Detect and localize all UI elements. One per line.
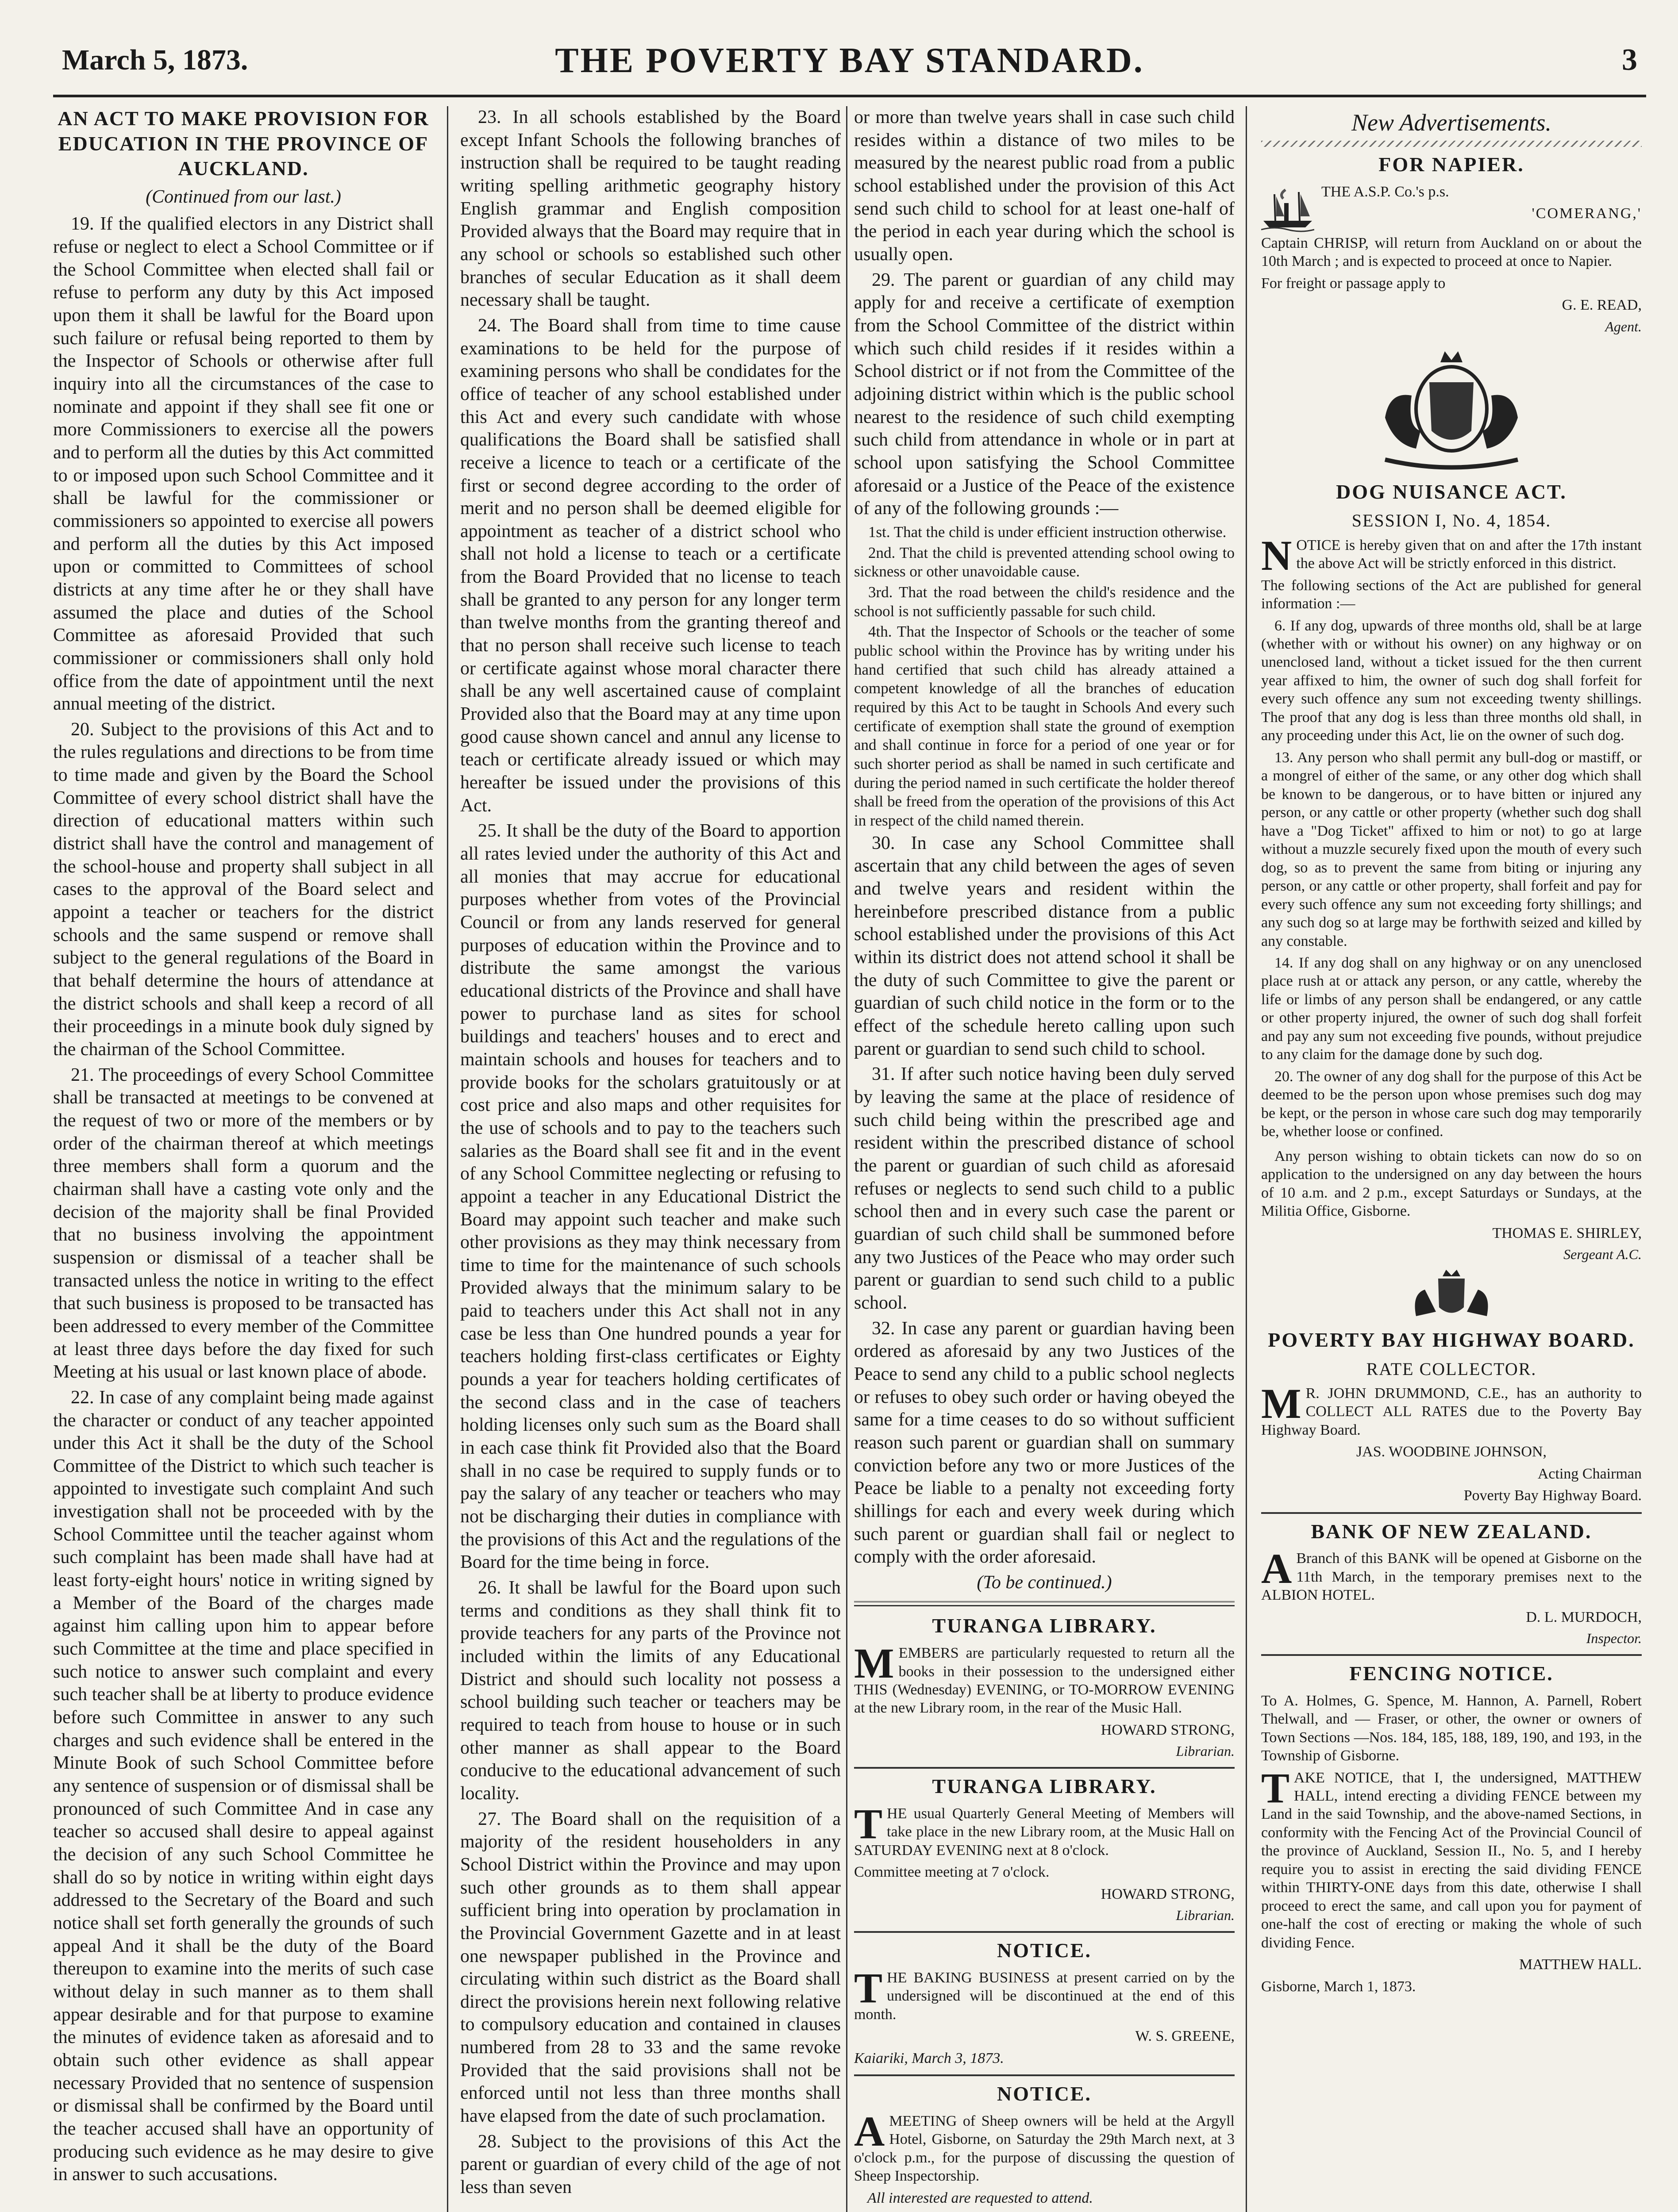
library2-body2: Committee meeting at 7 o'clock.: [854, 1864, 1050, 1881]
dog-act-notice: [1261, 531, 1642, 1263]
napier-signature: G. E. READ,: [1562, 297, 1642, 314]
dog-act-closing: Any person wishing to obtain tickets can now do so on application to the undersigned on any day between the hours of 10 a.m. and 2 p.m., except Saturdays or Sundays, at the Militia Office, Gisborne.: [1261, 1148, 1642, 1220]
baking-notice-heading: NOTICE.: [997, 1939, 1092, 1962]
highway-board-body: MR. JOHN DRUMMOND, C.E., has an authority to COLLECT ALL RATES due to the Poverty Bay Highway Board.: [1261, 1379, 1642, 1438]
sheep-notice: [854, 2107, 1235, 2207]
library2-heading: TURANGA LIBRARY.: [932, 1775, 1157, 1798]
bank-body: ABranch of this BANK will be opened at Gisborne on the 11th March, in the temporary premises next to the ALBION HOTEL.: [1261, 1545, 1642, 1604]
library1-signature: HOWARD STRONG,: [1101, 1721, 1235, 1738]
section-divider: [854, 2074, 1235, 2076]
act-section-23: 23. In all schools established by the Board except Infant Schools the following branches of instruction shall be required to be taught reading writing spelling arithmetic geography history English grammar and English composition Provided always that the Board may require that in any school or schools so established such other branches of secular Education as it shall deem necessary shall be taught.: [460, 107, 841, 311]
ground-item: 4th. That the Inspector of Schools or the teacher of some public school within the Province has by writing under his hand certified that such child has already attained a competent knowledge of all the branches of education required by this Act to be taught in Schools And every such certificate of exemption shall state the ground of exemption and shall continue in force for a period of one year or for such shorter period as shall be named in such certificate and during the period named in such certificate the holder thereof shall be freed from the operation of the provisions of this Act in respect of the child named therein.: [854, 623, 1235, 830]
act-section-31: 31. If after such notice having been duly served by leaving the same at the place of residence of such child being within the prescribed age and resident within the prescribed distance of school the parent or guardian of such child as aforesaid refuses or neglects to send such child to a public school then and in every such case the parent or guardian of such child shall be summoned before any two Justices of the Peace who may order such parent or guardian to send such child to a public school.: [854, 1064, 1235, 1313]
library2-role: Librarian.: [1176, 1907, 1235, 1924]
royal-coat-of-arms-icon: [1359, 342, 1544, 475]
act-section-26: 26. It shall be lawful for the Board upon such terms and conditions as they shall think fit to provide teachers for any parts of the Province not included within the limits of any Educational District and should such locality not possess a school building such teacher or teachers may be required to teach from house to house or in such other manner as shall appear to the Board conducive to the educational advancement of such locality.: [460, 1578, 841, 1804]
highway-board-sub: RATE COLLECTOR.: [1366, 1359, 1537, 1379]
section-divider: [854, 1931, 1235, 1933]
section-divider: [854, 1601, 1235, 1606]
library2-body: THE usual Quarterly General Meeting of Members will take place in the new Library room, at the Music Hall on SATURDAY EVENING next at 8 o'clock.: [854, 1800, 1235, 1859]
issue-date: March 5, 1873.: [62, 44, 248, 76]
sheep-notice-heading: NOTICE.: [997, 2082, 1092, 2105]
act-section-32: 32. In case any parent or guardian having been ordered as aforesaid by any two Justices of the Peace to send any child to a public school neglects or refuses to obey such order or having obeyed the same for a time ceases to do so without sufficient reason such parent or guardian shall on summary conviction before any two or more Justices of the Peace be liable to a penalty not exceeding forty shillings for each and every week during which such parent or guardian shall fail or neglect to comply with the order aforesaid.: [854, 1318, 1235, 1567]
ground-item: 3rd. That the road between the child's residence and the school is not sufficiently passable for such child.: [854, 583, 1235, 620]
section-divider: [854, 1767, 1235, 1769]
dog-act-signature: THOMAS E. SHIRLEY,: [1492, 1225, 1642, 1241]
section-divider: [1261, 1512, 1642, 1514]
fencing-date: Gisborne, March 1, 1873.: [1261, 1978, 1416, 1995]
highway-board-role: Acting Chairman: [1537, 1465, 1642, 1482]
act-section-28: 28. Subject to the provisions of this Act the parent or guardian of every child of the age of not less than seven: [460, 2131, 841, 2198]
library2-signature: HOWARD STRONG,: [1101, 1886, 1235, 1902]
column-3: [854, 106, 1235, 2212]
masthead-rule: [53, 95, 1646, 97]
to-be-continued: (To be continued.): [977, 1572, 1112, 1593]
act-section-27: 27. The Board shall on the requisition of a majority of the resident householders in any School District within the Province and may upon such other grounds as to them shall appear sufficient bring into operation by proclamation in the Provincial Government Gazette and in at least one newspaper published in the Province and circulating within such district as the Board shall direct the provisions herein next following relative to compulsory education and contained in clauses numbered from 28 to 33 and the same revoke Provided that the said provisions shall not be enforced until not less than three months shall have elapsed from the date of such proclamation.: [460, 1809, 841, 2127]
dog-act-session: SESSION I, No. 4, 1854.: [1351, 511, 1551, 531]
column-rule: [846, 106, 847, 2212]
dog-act-section: 6. If any dog, upwards of three months old, shall be at large (whether with or without his owner) on any highway or on unenclosed land, without a ticket issued for the then current year affixed to him, the owner of such dog shall forfeit for every such offence any sum not exceeding twenty shillings. The proof that any dog is less than three months old shall, in any proceeding under this Act, lie on the owner of such dog.: [1261, 617, 1642, 744]
act-section-24: 24. The Board shall from time to time cause examinations to be held for the purpose of examining persons who shall be condidates for the office of teacher of any school established under this Act and every such candidate with whose qualifications the Board shall be satisfied shall receive a licence to teach or a certificate of the first or second degree according to the order of merit and no person shall be deemed eligible for appointment as teacher of a district school who shall not hold a license to teach or a certificate from the Board Provided that no license to teach shall be granted to any person for any longer term than twelve months from the granting thereof and that no person shall receive such license to teach or certificate against whose moral character there shall be any well ascertained cause of complaint Provided also that the Board may at any time upon good cause shown cancel and annul any license to teach or certificate already issued or which may hereafter be issued under the provisions of this Act.: [460, 315, 841, 816]
baking-notice-date: Kaiariki, March 3, 1873.: [854, 2050, 1004, 2066]
dog-act-heading: DOG NUISANCE ACT.: [1336, 480, 1567, 503]
napier-heading: FOR NAPIER.: [1378, 153, 1524, 176]
baking-notice-body: THE BAKING BUSINESS at present carried on by the undersigned will be discontinued at the end of this month.: [854, 1964, 1235, 2023]
new-advertisements-heading: New Advertisements.: [1351, 109, 1551, 136]
napier-ad: [1261, 183, 1642, 335]
napier-role: Agent.: [1605, 318, 1642, 334]
napier-ship-name: 'COMERANG,': [1532, 205, 1642, 222]
library1-heading: TURANGA LIBRARY.: [932, 1614, 1157, 1637]
baking-notice: [854, 1964, 1235, 2067]
highway-board-heading: POVERTY BAY HIGHWAY BOARD.: [1268, 1329, 1635, 1352]
dog-act-section: 13. Any person who shall permit any bull-dog or mastiff, or a mongrel of either of the same, or any other dog which shall be known to be dangerous, or to have bitten or injured any person, or any cattle or other property (whether such dog shall have a "Dog Ticket" affixed to him or not) to go at large without a muzzle securely fixed upon the mouth of every such dog, so as to prevent the same from biting or injuring any person, or any cattle or other property, shall forfeit and pay for every such offence any sum not exceeding forty shillings; and any such dog so at large may be forthwith seized and killed by any constable.: [1261, 749, 1642, 949]
bank-signature: D. L. MURDOCH,: [1526, 1609, 1642, 1625]
napier-intro: THE A.S.P. Co.'s p.s.: [1321, 183, 1449, 200]
column-2: [460, 106, 841, 2212]
exemption-grounds: [854, 523, 1235, 830]
ground-item: 2nd. That the child is prevented attending school owing to sickness or other unavoidable cause.: [854, 544, 1235, 580]
fencing-body: To A. Holmes, G. Spence, M. Hannon, A. Parnell, Robert Thelwall, and — Fraser, or other, the owner or owners of Town Sections —Nos. 184, 185, 188, 189, 190, and 193, in the Township of Gisborne.: [1261, 1692, 1642, 1764]
library2-ad: [854, 1800, 1235, 1924]
page-number: 3: [1622, 43, 1637, 77]
masthead: [62, 35, 1637, 88]
coat-of-arms-icon: [1394, 1267, 1509, 1325]
fencing-heading: FENCING NOTICE.: [1349, 1662, 1554, 1685]
column-rule: [1246, 106, 1247, 2212]
section-divider: [1261, 1654, 1642, 1656]
bank-role: Inspector.: [1586, 1630, 1642, 1647]
act-section-29: 29. The parent or guardian of any child may apply for and receive a certificate of exemption from the School Committee of the district within which such child resides if it resides within a School district or if not from the Committee of the adjoining district within which is the public school nearest to the residence of such child exempting such child from attendance in whole or in part at school upon satisfying the School Committee aforesaid or a Justice of the Peace of the existence of any of the following grounds :—: [854, 269, 1235, 519]
column-1: [53, 106, 434, 2212]
highway-board-signature: JAS. WOODBINE JOHNSON,: [1356, 1444, 1547, 1460]
highway-board-role2: Poverty Bay Highway Board.: [1463, 1487, 1642, 1504]
highway-board-ad: [1261, 1379, 1642, 1505]
sheep-notice-body: AMEETING of Sheep owners will be held at the Argyll Hotel, Gisborne, on Saturday the 29th March next, at 3 o'clock p.m., for the purpose of discussing the question of Sheep Inspectorship.: [854, 2107, 1235, 2185]
fencing-notice: [1261, 1692, 1642, 1996]
act-section-21: 21. The proceedings of every School Committee shall be transacted at meetings to be convened at the request of two or more of the members or by order of the chairman thereof at which meetings three members shall form a quorum and the chairman shall have a casting vote only and the decision of the majority shall be final Provided that no business involving the appointment suspension or dismissal of a teacher shall be transacted unless the notice in writing to the effect that such business is proposed to be transacted has been addressed to every member of the Committee at least three days before the day fixed for such Meeting at his usual or last known place of abode.: [53, 1064, 434, 1382]
column-rule: [447, 106, 448, 2212]
fencing-signature: MATTHEW HALL.: [1519, 1956, 1642, 1973]
library1-role: Librarian.: [1176, 1743, 1235, 1759]
act-title: AN ACT TO MAKE PROVISION FOR EDUCATION IN THE PROVINCE OF AUCKLAND.: [58, 107, 429, 180]
act-section-19: 19. If the qualified electors in any District shall refuse or neglect to elect a School Committee or if the School Committee when elected shall fail or refuse to perform any duty by this Act imposed upon them it shall be lawful for the Board upon such failure or refusal being reported to them by the Inspector of Schools or otherwise after full inquiry into all the circumstances of the case to nominate and appoint if they shall see fit one or more Commissioners to exercise all the powers and to perform all the duties by this Act committed to or imposed upon such School Committee and it shall be lawful for the commissioner or commissioners so appointed to exercise all powers and perform all the duties by this Act imposed upon or committed to Committees of school districts at any time after he or they shall have assumed the place and duties of the School Committee as aforesaid Provided that such commissioner or commissioners shall only hold office from the date of appointment until the next annual meeting of the district.: [53, 214, 434, 714]
library1-ad: [854, 1640, 1235, 1760]
dog-act-intro: NOTICE is hereby given that on and after the 17th instant the above Act will be strictly enforced in this district.: [1261, 531, 1642, 579]
newspaper-title: THE POVERTY BAY STANDARD.: [555, 41, 1144, 80]
act-section-25: 25. It shall be the duty of the Board to apportion all rates levied under the authority of this Act and all monies that may accrue for educational purposes whether from votes of the Provincial Council or from any lands reserved for general purposes of education within the Province and to distribute the same amongst the various educational districts of the Province and shall have power to purchase land as sites for school buildings and teachers' houses and to erect and maintain schools and houses for teachers and to provide books for the scholars gratuitously or at cost price and also maps and other requisites for the use of schools and to pay to the teachers such salaries as the Board shall see fit and in the event of any School Committee neglecting or refusing to appoint a teacher in any Educational District the Board may appoint such teacher and make such other provisions as they may think necessary from time to time for the maintenance of such schools Provided always that the minimum salary to be paid to teachers under this Act shall not in any case be less than One hundred pounds a year for teachers holding first-class certificates or Eighty pounds a year for teachers holding certificates of the second class and in the case of teachers holding licenses only such sum as the Board shall in each case think fit Provided also that the Board shall in no case be required to supply funds or to pay the salary of any teacher or teachers who may not be discharging their duties in compliance with the provisions of this Act and the regulations of the Board for the time being in force.: [460, 821, 841, 1573]
ornamental-rule: [1261, 141, 1642, 147]
act-section-20: 20. Subject to the provisions of this Act and to the rules regulations and directions to be from time to time made and given by the Board the School Committee of every school district shall have the direction of educational matters within such district shall have the control and management of the school-house and property shall subject in all cases to the approval of the Board select and appoint a teacher or teachers for the district schools and the same suspend or remove shall subject to the general regulations of the Board in that behalf determine the hours of attendance at the district schools and shall keep a record of all their proceedings in a minute book duly signed by the chairman of the School Committee.: [53, 719, 434, 1060]
napier-body: Captain CHRISP, will return from Auckland on or about the 10th March ; and is expected to proceed at once to Napier.: [1261, 234, 1642, 270]
act-section-22: 22. In case of any complaint being made against the character or conduct of any teacher appointed under this Act it shall be the duty of the School Committee of the District to which such teacher is appointed to investigate such complaint And such investigation shall not be proceeded with by the School Committee until the teacher against whom such complaint has been made shall have had at least forty-eight hours' notice in writing signed by a Member of the Board of the charges made against him calling upon him to appear before such Committee at the time and place specified in such notice to answer such complaint and every such teacher shall be at liberty to produce evidence before such Committee in answer to any such charges and such evidence shall be entered in the Minute Book of such School Committee before any sentence of suspension or of dismissal shall be pronounced of such Committee And in case any teacher so accused shall desire to appeal against the decision of any such School Committee he shall do so by notice in writing within eight days addressed to the Secretary of the Board and such notice shall set forth generally the grounds of such appeal And it shall be the duty of the Board thereupon to examine into the merits of such case without delay in such manner as to them shall appear desirable and for that purpose to examine the minutes of evidence taken as aforesaid and to obtain such other evidence as shall appear necessary Provided that no sentence of suspension or dismissal shall be confirmed by the Board until the teacher accused shall have an opportunity of producing such evidence as he may desire to give in answer to such accusations.: [53, 1387, 434, 2185]
fencing-body2: TAKE NOTICE, that I, the undersigned, MATTHEW HALL, intend erecting a dividing FENCE between my Land in the said Township, and the above-named Sections, in conformity with the Fencing Act of the Provincial Council of the province of Auckland, Session II., No. 5, and I hereby require you to assist in erecting the said dividing FENCE within THIRTY-ONE days from this date, otherwise I shall proceed to erect the same, and call upon you for payment of one-half the cost of erecting or making the whole of such dividing Fence.: [1261, 1764, 1642, 1951]
napier-body2: For freight or passage apply to: [1261, 275, 1446, 292]
dog-act-section: 14. If any dog shall on any highway or on any unenclosed place rush at or attack any person, or any cattle, whereby the life or limbs of any person shall be endangered, or any cattle or other property injured, the owner of such dog shall forfeit and pay any sum not exceeding five pounds, without prejudice to any claim for the damage done by such dog.: [1261, 954, 1642, 1063]
act-continued-note: (Continued from our last.): [146, 186, 341, 207]
steamship-icon: [1261, 185, 1314, 234]
dog-act-section: 20. The owner of any dog shall for the purpose of this Act be deemed to be the person upon whose premises such dog may be kept, or the person in whose care such dog may temporarily be, whether loose or confined.: [1261, 1068, 1642, 1140]
library1-body: MEMBERS are particularly requested to return all the books in their possession to the undersigned either THIS (Wednesday) EVENING, or TO-MORROW EVENING at the new Library room, in the rear of the Music Hall.: [854, 1640, 1235, 1717]
act-section-28-cont: or more than twelve years shall in case such child resides within a distance of two miles to be measured by the nearest public road from a public school established under the provision of this Act send such child to school for at least one-half of the period in each year during which the school is usually open.: [854, 107, 1235, 265]
bank-ad: [1261, 1545, 1642, 1647]
baking-notice-signature: W. S. GREENE,: [1135, 2028, 1235, 2045]
ground-item: 1st. That the child is under efficient instruction otherwise.: [868, 523, 1227, 541]
dog-act-role: Sergeant A.C.: [1563, 1246, 1642, 1262]
column-4: [1261, 106, 1642, 2212]
dog-act-intro2: The following sections of the Act are published for general information :—: [1261, 577, 1642, 612]
sheep-notice-body2: All interested are requested to attend.: [867, 2189, 1093, 2206]
act-section-30: 30. In case any School Committee shall ascertain that any child between the ages of seven and twelve years and resident within the hereinbefore prescribed distance from a public school established under the provisions of this Act within its district does not attend school it shall be the duty of such Committee to give the parent or guardian of such child notice in the form or to the effect of the schedule hereto calling upon such parent or guardian to send such child to school.: [854, 833, 1235, 1059]
bank-heading: BANK OF NEW ZEALAND.: [1311, 1520, 1592, 1543]
